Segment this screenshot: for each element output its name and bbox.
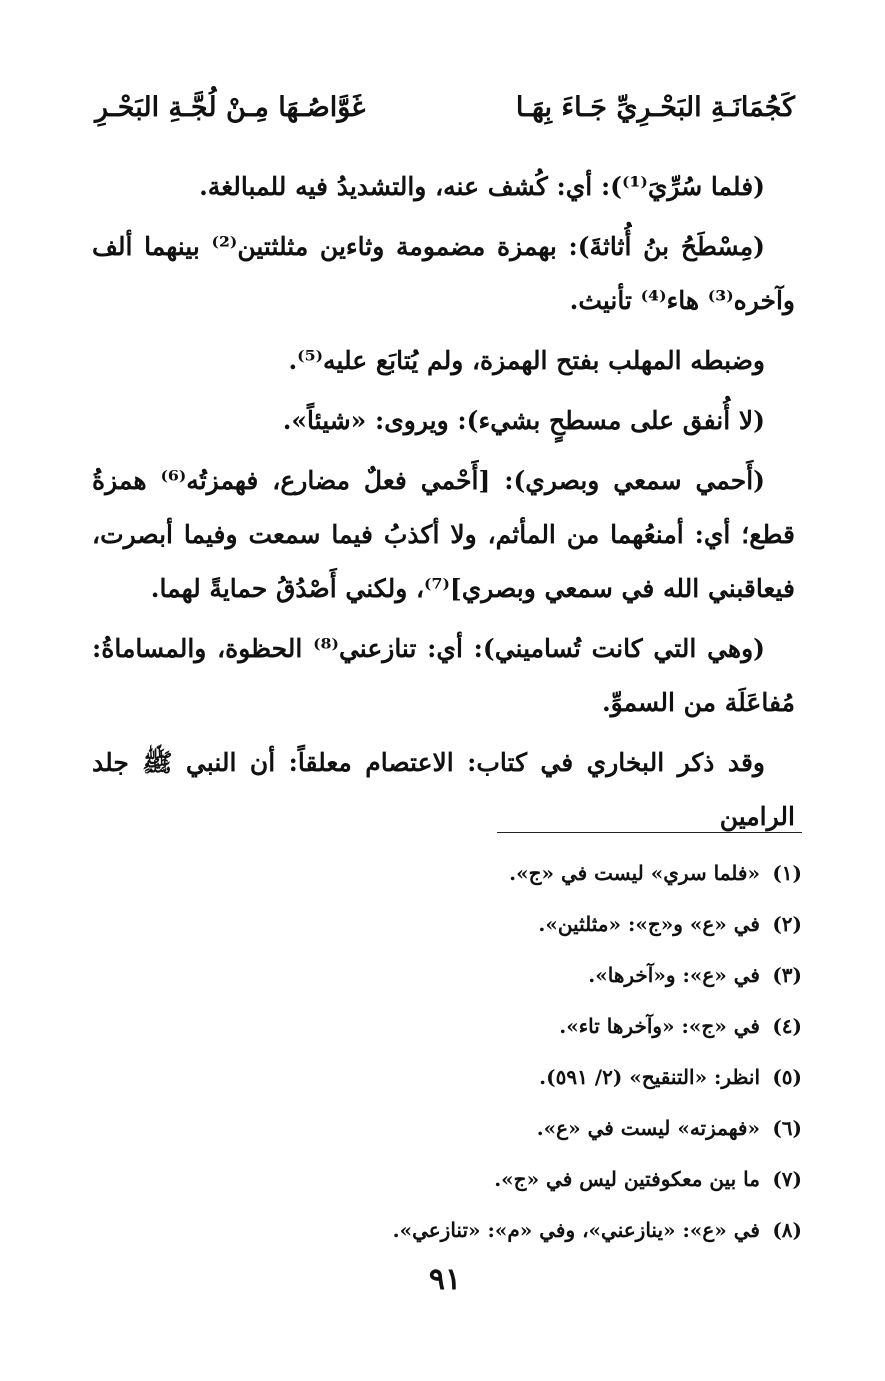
- footnote-number: (٧): [772, 1167, 802, 1191]
- footnote-number: (٨): [772, 1218, 802, 1242]
- footnote-number: (٣): [772, 963, 802, 987]
- main-text: [92, 160, 795, 850]
- verse-first-hemistich: كَجُمَانَـةِ البَحْـرِيِّ جَـاءَ بِهَـا: [515, 92, 795, 123]
- footnote-number: (٦): [772, 1116, 802, 1140]
- footnote: [200, 1003, 802, 1054]
- footnote: [200, 901, 802, 952]
- paragraph: (لا أُنفق على مسطحٍ بشيء): ويروى: «شيئاً».: [282, 406, 765, 435]
- footnote: [200, 1105, 802, 1156]
- footnote-separator: [497, 832, 802, 833]
- footnote-text: في «ج»: «وآخرها تاء».: [559, 1014, 760, 1038]
- footnote-number: (١): [772, 861, 802, 885]
- paragraph: (أَحمي سمعي وبصري): [أَحْمي فعلٌ مضارع، فهمزتُه⁽⁶⁾ همزةُ قطع؛ أي: أمنعُهما من المأثم، ولا أكذبُ فيما سمعت وفيما أبصرت، فيعاقبني الله في سمعي وبصري]⁽⁷⁾، ولكني أَصْدُقُ حمايةً لهما.: [92, 466, 795, 603]
- paragraph: (وهي التي كانت تُساميني): أي: تنازعني⁽⁸⁾ الحظوة، والمساماةُ: مُفاعَلَة من السموِّ.: [92, 634, 795, 717]
- footnote-text: «فلما سري» ليست في «ج».: [509, 861, 760, 885]
- footnote-number: (٥): [772, 1065, 802, 1089]
- footnote-text: ما بين معكوفتين ليس في «ج».: [494, 1167, 760, 1191]
- paragraph: (فلما سُرِّيَ⁽¹⁾): أي: كُشف عنه، والتشديدُ فيه للمبالغة.: [199, 172, 765, 201]
- paragraph: وضبطه المهلب بفتح الهمزة، ولم يُتابَع عليه⁽⁵⁾.: [288, 346, 765, 375]
- footnote: [200, 952, 802, 1003]
- footnote: [200, 1156, 802, 1207]
- footnotes: [200, 850, 802, 1258]
- verse-second-hemistich: غَوَّاصُـهَا مِـنْ لُجَّـةِ البَحْـرِ: [95, 92, 366, 123]
- footnote-text: «فهمزته» ليست في «ع».: [536, 1116, 760, 1140]
- page-number: ٩١: [428, 1262, 462, 1297]
- poetry-verse: [95, 92, 795, 142]
- paragraph: (مِسْطَحُ بنُ أُثاثةَ): بهمزة مضمومة وثاءين مثلثتين⁽²⁾ بينهما ألف وآخره⁽³⁾ هاء⁽⁴⁾ تأنيث.: [92, 232, 795, 315]
- footnote-number: (٢): [772, 912, 802, 936]
- paragraph: وقد ذكر البخاري في كتاب: الاعتصام معلقاً: أن النبي ﷺ جلد الرامين: [92, 748, 795, 831]
- footnote: [200, 1207, 802, 1258]
- footnote-text: في «ع»: و«آخرها».: [588, 963, 760, 987]
- footnote-text: في «ع»: «ينازعني»، وفي «م»: «تنازعي».: [392, 1218, 760, 1242]
- footnote-text: انظر: «التنقيح» (٢/ ٥٩١).: [539, 1065, 760, 1089]
- footnote: [200, 1054, 802, 1105]
- footnote: [200, 850, 802, 901]
- footnote-text: في «ع» و«ج»: «مثلثين».: [538, 912, 760, 936]
- footnote-number: (٤): [772, 1014, 802, 1038]
